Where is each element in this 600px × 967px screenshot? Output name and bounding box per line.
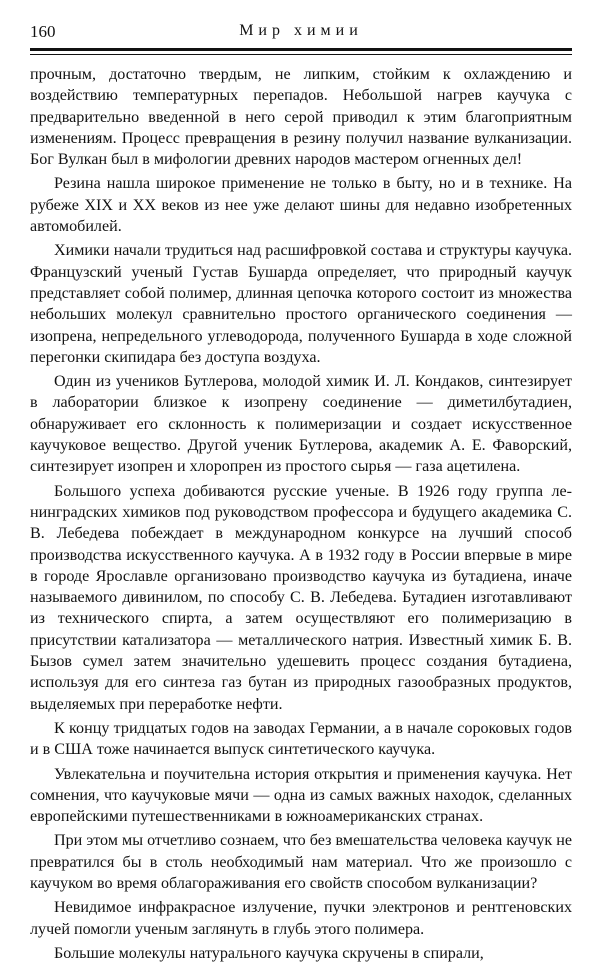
paragraph-bouchardat: Химики начали трудиться над расшифровкой состава и структуры каучука. Французский ученый Густав Бушарда определяет, что природный каучук представляет собой полимер, длинная цепочка которого состоит из множества небольших молекул сравнительно простого органического соединения — изопрена, непредельного углеводорода, полученного Бушарда в ходе сложной перегонки скипидара без доступа воздуха. — [30, 242, 572, 366]
paragraph-question: При этом мы отчетливо сознаем, что без вмешательства человека каучук не превратился бы в столь необходимый нам материал. Что же произошло с каучуком во время облагораживания его свойств способом вулканизации? — [30, 832, 572, 892]
paragraph-radiation: Невидимое инфракрасное излучение, пучки электронов и рентгеновских лучей помогли ученым заглянуть в глубь этого полимера. — [30, 899, 572, 938]
paragraph-vulcanization: прочным, достаточно твердым, не липким, стойким к охлаждению и воздействию температурных перепадов. Небольшой нагрев каучука с предварительно введенной в него серой приводил к этим благоприятным изменениям. Процесс превращения в резину получил название вулканизации. Бог Вулкан был в мифологии древних народов мастером огненных дел! — [30, 66, 572, 169]
paragraph-germany-usa: К концу тридцатых годов на заводах Германии, а в начале сороковых годов и в США тоже начинается выпуск синтетического каучука. — [30, 719, 572, 759]
page-header — [30, 18, 572, 48]
header-rule-thin — [30, 54, 572, 55]
paragraph-rubber-usage: Резина нашла широкое применение не только в быту, но и в технике. На рубеже XIX и XX веков из нее уже делают шины для недавно изобретенных автомобилей. — [30, 175, 572, 236]
running-title: Мир химии — [239, 22, 363, 39]
paragraph-lebedev: Большого успеха добиваются русские ученые. В 1926 году группа ленинградских химиков под руководством профессора и будущего академика С. В. Лебедева побеждает в международном конкурсе на лучший способ производства искусственного каучука. А в 1932 году в России впервые в мире в городе Ярославле организовано производство каучука из бутадиена, иначе называемого дивинилом, по способу С. В. Лебедева. Бутадиен изготавливают из технического спирта, а затем осуществляют его полимеризацию в присутствии катализатора — металлического натрия. Известный химик Б. В. Бызов сумел затем значительно удешевить процесс создания бутадиена, используя для его синтеза газ бутан из природных газообразных продуктов, выделяемых при переработке нефти. — [30, 482, 572, 713]
header-rule-thick — [30, 48, 572, 51]
paragraph-kondakov: Один из учеников Бутлерова, молодой химик И. Л. Кондаков, синтезирует в лаборатории близкое к изопрену соединение — диметилбутадиен, обнаруживает его склонность к полимеризации и создает искусственное каучуковое вещество. Другой ученик Бутлерова, академик А. Е. Фаворский, синтезирует изопрен и хлоропрен из простого сырья — газа ацетилена. — [30, 373, 572, 476]
page-number: 160 — [30, 22, 56, 41]
body-text — [30, 64, 572, 967]
book-page — [30, 18, 572, 962]
paragraph-history: Увлекательна и поучительна история открытия и применения каучука. Нет сомнения, что каучуковые мячи — одна из самых важных находок, сделанных европейскими путешественниками в южноамериканских странах. — [30, 765, 572, 826]
paragraph-spirals: Большие молекулы натурального каучука скручены в спирали, — [54, 944, 484, 962]
